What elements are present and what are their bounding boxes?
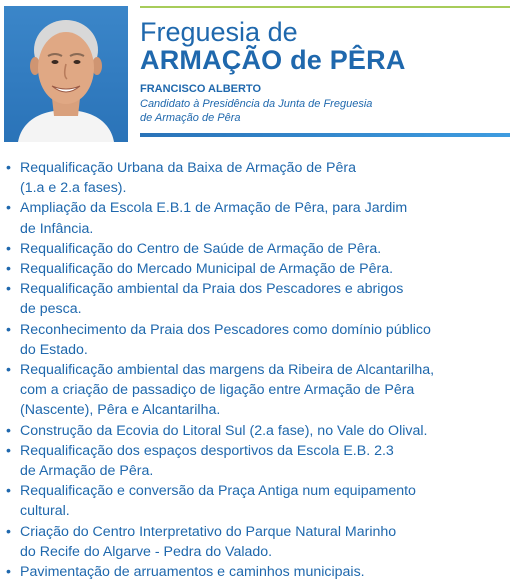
proposal-item bbox=[6, 522, 510, 562]
candidate-portrait-illustration bbox=[4, 6, 128, 142]
proposal-item bbox=[6, 562, 510, 582]
proposal-text: • Requalificação ambiental das margens da Ribeira de Alcantarilha, bbox=[20, 362, 435, 379]
proposal-item bbox=[6, 360, 510, 421]
candidate-role bbox=[140, 97, 440, 125]
proposal-text-cont: (Nascente), Pêra e Alcantarilha. bbox=[20, 402, 221, 419]
proposal-text-cont: do Estado. bbox=[20, 341, 88, 358]
proposal-text-cont: do Recife do Algarve - Pedra do Valado. bbox=[20, 543, 273, 560]
face-shape bbox=[38, 32, 94, 104]
proposal-text-cont: (1.a e 2.a fases). bbox=[20, 180, 127, 197]
proposal-item bbox=[6, 259, 510, 279]
proposal-item bbox=[6, 279, 510, 319]
proposal-text-cont: de Armação de Pêra. bbox=[20, 463, 154, 480]
proposal-text-cont: cultural. bbox=[20, 503, 70, 520]
proposal-text: • Pavimentação de arruamentos e caminhos municipais. bbox=[20, 564, 365, 581]
proposal-item bbox=[6, 481, 510, 521]
proposal-item bbox=[6, 239, 510, 259]
proposal-text: • Reconhecimento da Praia dos Pescadores como domínio público bbox=[20, 321, 431, 338]
proposal-item bbox=[6, 320, 510, 360]
proposal-text-cont: de Infância. bbox=[20, 220, 94, 237]
candidate-name: FRANCISCO ALBERTO bbox=[140, 83, 261, 95]
proposal-text: • Requalificação ambiental da Praia dos Pescadores e abrigos bbox=[20, 281, 404, 298]
proposal-item bbox=[6, 421, 510, 441]
header-bottom-rule bbox=[140, 133, 510, 137]
page-title-line2: ARMAÇÃO de PÊRA bbox=[140, 45, 406, 75]
candidate-role-line1: Candidato à Presidência da Junta de Freguesia bbox=[140, 98, 373, 110]
proposal-text: • Requalificação e conversão da Praça Antiga num equipamento bbox=[20, 483, 416, 500]
proposal-text: • Criação do Centro Interpretativo do Parque Natural Marinho bbox=[20, 523, 397, 540]
left-eye bbox=[52, 60, 59, 64]
proposal-item bbox=[6, 198, 510, 238]
proposal-text: • Ampliação da Escola E.B.1 de Armação de Pêra, para Jardim bbox=[20, 200, 408, 217]
header-top-rule bbox=[140, 6, 510, 8]
proposal-text: • Requalificação do Mercado Municipal de Armação de Pêra. bbox=[20, 261, 394, 278]
candidate-photo bbox=[4, 6, 128, 142]
proposal-item bbox=[6, 158, 510, 198]
proposal-item bbox=[6, 441, 510, 481]
candidate-role-line2: de Armação de Pêra bbox=[140, 112, 241, 124]
right-eye bbox=[74, 60, 81, 64]
proposal-list bbox=[6, 158, 510, 582]
proposal-text: • Requalificação Urbana da Baixa de Armação de Pêra bbox=[20, 160, 356, 176]
proposal-text-cont: de pesca. bbox=[20, 301, 82, 318]
proposal-text: • Requalificação dos espaços desportivos da Escola E.B. 2.3 bbox=[20, 442, 394, 459]
proposal-text-cont: com a criação de passadiço de ligação entre Armação de Pêra bbox=[20, 382, 415, 399]
proposal-text: • Construção da Ecovia do Litoral Sul (2.a fase), no Vale do Olival. bbox=[20, 422, 428, 439]
proposal-text: • Requalificação do Centro de Saúde de Armação de Pêra. bbox=[20, 240, 382, 257]
page-title-line1: Freguesia de bbox=[140, 17, 298, 47]
